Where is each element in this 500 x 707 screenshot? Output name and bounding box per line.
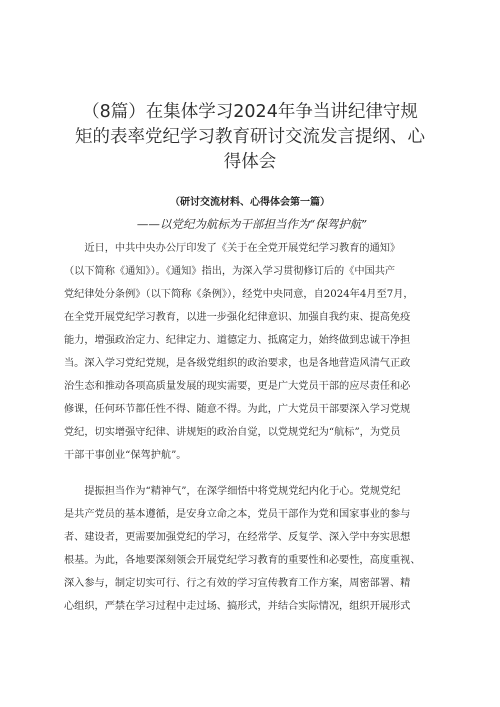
section-subtitle: （研讨交流材料、心得体会第一篇） [170,197,330,208]
paragraph-line: 深入参与，制定切实可行、行之有效的学习宣传教育工作方案，周密部署、精 [64,578,411,589]
paragraph-1 [64,237,446,467]
paragraph-line: 党纪，切实增强守纪律、讲规矩的政治自觉，以党规党纪为“航标”，为党员 [64,427,401,438]
section-subheading: ——以党纪为航标为干部担当作为“保驾护航” [136,217,368,231]
document-title [40,100,460,175]
paragraph-line: 修课，任何环节都任性不得、随意不得。为此，广大党员干部要深入学习党规 [64,404,411,415]
paragraph-line: 干部干事创业“保驾护航”。 [64,450,187,461]
title-line-2: 矩的表率党纪学习教育研讨交流发言提纲、心 [75,126,425,147]
title-line-3: 得体会 [223,151,277,172]
paragraph-line: 根基。为此，各地要深刻领会开展党纪学习教育的重要性和必要性，高度重视、 [64,555,421,566]
title-line-1: （8篇）在集体学习2024年争当讲纪律守规 [82,101,418,122]
paragraph-line: （以下简称《通知》）。《通知》指出，为深入学习贯彻修订后的《中国共产 [64,266,396,277]
paragraph-line: 在全党开展党纪学习教育，以进一步强化纪律意识、加强自我约束、提高免疫 [64,312,411,323]
paragraph-line: 党纪律处分条例》（以下简称《条例》），经党中央同意，自2024年4月至7月， [64,289,414,300]
paragraph-2 [64,480,446,618]
paragraph-line: 是共产党员的基本遵循，是安身立命之本，党员干部作为党和国家事业的参与 [64,509,411,520]
paragraph-line: 心组织，严禁在学习过程中走过场、搞形式，并结合实际情况，组织开展形式 [64,601,411,612]
paragraph-line: 能力，增强政治定力、纪律定力、道德定力、抵腐定力，始终做到忠诚干净担 [64,335,411,346]
paragraph-line: 提振担当作为“精神气”，在深学细悟中将党规党纪内化于心。党规党纪 [64,486,401,497]
paragraph-line: 治生态和推动各项高质量发展的现实需要，更是广大党员干部的应尽责任和必 [64,381,411,392]
paragraph-line: 近日，中共中央办公厅印发了《关于在全党开展党纪学习教育的通知》 [64,243,401,254]
paragraph-line: 者、建设者，更需要加强党纪的学习，在经常学、反复学、深入学中夯实思想 [64,532,411,543]
paragraph-line: 当。深入学习党纪党规，是各级党组织的政治要求，也是各地营造风清气正政 [64,358,411,369]
